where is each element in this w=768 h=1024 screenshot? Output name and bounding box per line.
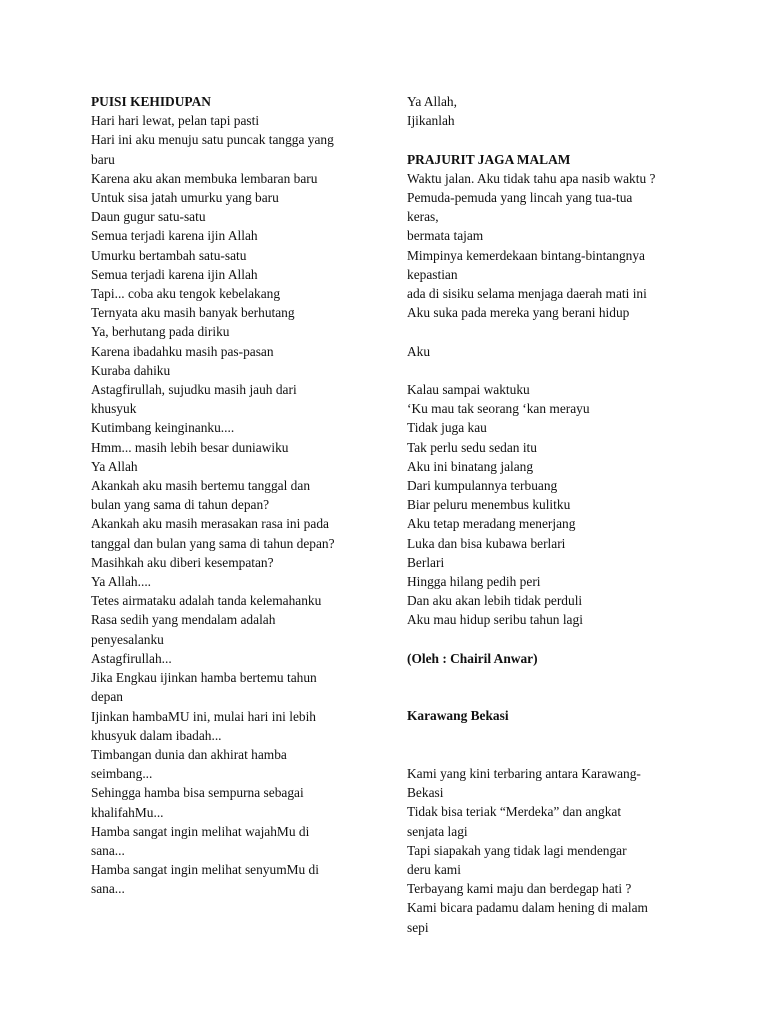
- poem-line: Rasa sedih yang mendalam adalah: [91, 612, 276, 628]
- poem-line: Hari ini aku menuju satu puncak tangga yang: [91, 132, 334, 148]
- poem-title-karawang-bekasi: Karawang Bekasi: [407, 708, 509, 724]
- poem-line: Akankah aku masih bertemu tanggal dan: [91, 478, 311, 494]
- poem-line: Aku suka pada mereka yang berani hidup: [407, 305, 630, 321]
- poem-line: Kutimbang keinginanku....: [91, 420, 235, 436]
- poem-line: Semua terjadi karena ijin Allah: [91, 266, 258, 282]
- poem-line: sepi: [407, 919, 429, 935]
- poem-line: Terbayang kami maju dan berdegap hati ?: [407, 881, 632, 897]
- poem-line: Waktu jalan. Aku tidak tahu apa nasib waktu ?: [407, 170, 656, 186]
- poem-line: kepastian: [407, 266, 458, 282]
- poem-line: penyesalanku: [91, 631, 164, 647]
- poem-line: Kuraba dahiku: [91, 362, 171, 378]
- poem-line: Kalau sampai waktuku: [407, 382, 530, 397]
- poem-line: Ya, berhutang pada diriku: [91, 324, 230, 340]
- poem-line: Mimpinya kemerdekaan bintang-bintangnya: [407, 247, 645, 263]
- poem-line: Bekasi: [407, 785, 444, 801]
- poem-line: Hamba sangat ingin melihat senyumMu di: [91, 862, 319, 878]
- poem-line: Aku tetap meradang menerjang: [407, 516, 576, 532]
- poem-line: Tidak juga kau: [407, 420, 487, 436]
- poem-line: Dan aku akan lebih tidak perduli: [407, 593, 583, 609]
- poem-line: khalifahMu...: [91, 804, 164, 820]
- poem-line: seimbang...: [91, 766, 153, 782]
- poem-body-karawang-bekasi: [407, 764, 689, 937]
- poem-line: Masihkah aku diberi kesempatan?: [91, 554, 274, 570]
- poem-title-puisi-kehidupan: PUISI KEHIDUPAN: [91, 94, 211, 109]
- poem-line: Berlari: [407, 554, 445, 570]
- poem-body-puisi-kehidupan: [91, 111, 373, 898]
- poem-line: tanggal dan bulan yang sama di tahun depan?: [91, 535, 335, 551]
- poem-line: Tak perlu sedu sedan itu: [407, 439, 537, 455]
- poem-line: Timbangan dunia dan akhirat hamba: [91, 746, 287, 762]
- poem-line: Karena aku akan membuka lembaran baru: [91, 170, 318, 186]
- poem-line: deru kami: [407, 862, 461, 878]
- poem-line: Astagfirullah...: [91, 650, 172, 666]
- poem-line: Karena ibadahku masih pas-pasan: [91, 343, 274, 359]
- poem-line: depan: [91, 689, 123, 705]
- poem-line: sana...: [91, 881, 125, 897]
- poem-line: Sehingga hamba bisa sempurna sebagai: [91, 785, 304, 801]
- poem-line: Tapi siapakah yang tidak lagi mendengar: [407, 842, 627, 858]
- right-column: [407, 92, 689, 937]
- poem-line: Tapi... coba aku tengok kebelakang: [91, 286, 281, 302]
- poem-line: Astagfirullah, sujudku masih jauh dari: [91, 382, 297, 398]
- poem-author: (Oleh : Chairil Anwar): [407, 650, 538, 666]
- poem-line: Hmm... masih lebih besar duniawiku: [91, 439, 289, 455]
- poem-line: sana...: [91, 842, 125, 858]
- poem-line: Hingga hilang pedih peri: [407, 574, 541, 590]
- poem-line: Tidak bisa teriak “Merdeka” dan angkat: [407, 804, 622, 820]
- poem-line: Akankah aku masih merasakan rasa ini pada: [91, 516, 329, 532]
- poem-line: bulan yang sama di tahun depan?: [91, 497, 270, 513]
- poem-line: Dari kumpulannya terbuang: [407, 478, 558, 494]
- poem-line: keras,: [407, 209, 439, 225]
- poem-body-aku: [407, 380, 689, 630]
- poem-line: Ternyata aku masih banyak berhutang: [91, 305, 295, 321]
- poem-line: Aku mau hidup seribu tahun lagi: [407, 612, 583, 628]
- poem-line: Ya Allah,: [407, 94, 457, 109]
- poem-line: Biar peluru menembus kulitku: [407, 497, 571, 513]
- poem-line: Hari hari lewat, pelan tapi pasti: [91, 113, 260, 129]
- poem-title-aku: Aku: [407, 343, 431, 359]
- poem-line: Jika Engkau ijinkan hamba bertemu tahun: [91, 670, 317, 686]
- poem-line: Aku ini binatang jalang: [407, 458, 534, 474]
- poem-line: Ya Allah....: [91, 574, 152, 590]
- poem-line: Ijinkan hambaMU ini, mulai hari ini lebih: [91, 708, 316, 724]
- poem-line: baru: [91, 151, 115, 167]
- poem-line: Luka dan bisa kubawa berlari: [407, 535, 566, 551]
- poem-line: Ya Allah: [91, 458, 138, 474]
- poem-line: Ijikanlah: [407, 113, 455, 129]
- poem-title-prajurit-jaga-malam: PRAJURIT JAGA MALAM: [407, 151, 571, 167]
- poem-line: Untuk sisa jatah umurku yang baru: [91, 190, 279, 206]
- poem-line: Daun gugur satu-satu: [91, 209, 206, 225]
- poem-line: bermata tajam: [407, 228, 484, 244]
- poem-line: Semua terjadi karena ijin Allah: [91, 228, 258, 244]
- poem-line: ada di sisiku selama menjaga daerah mati ini: [407, 286, 647, 302]
- left-column: [91, 92, 373, 899]
- poem-line: ‘Ku mau tak seorang ‘kan merayu: [407, 401, 590, 417]
- poem-line: Pemuda-pemuda yang lincah yang tua-tua: [407, 190, 633, 205]
- poem-line: Tetes airmataku adalah tanda kelemahanku: [91, 593, 322, 609]
- poem-body-prajurit-jaga-malam: [407, 169, 689, 323]
- poem-line: senjata lagi: [407, 823, 468, 839]
- poem-line: khusyuk: [91, 401, 137, 417]
- poem-line: Umurku bertambah satu-satu: [91, 247, 247, 263]
- poem-line: khusyuk dalam ibadah...: [91, 727, 222, 743]
- poem-line: Kami bicara padamu dalam hening di malam: [407, 900, 648, 916]
- poem-line: Kami yang kini terbaring antara Karawang-: [407, 766, 641, 782]
- poem-line: Hamba sangat ingin melihat wajahMu di: [91, 823, 310, 839]
